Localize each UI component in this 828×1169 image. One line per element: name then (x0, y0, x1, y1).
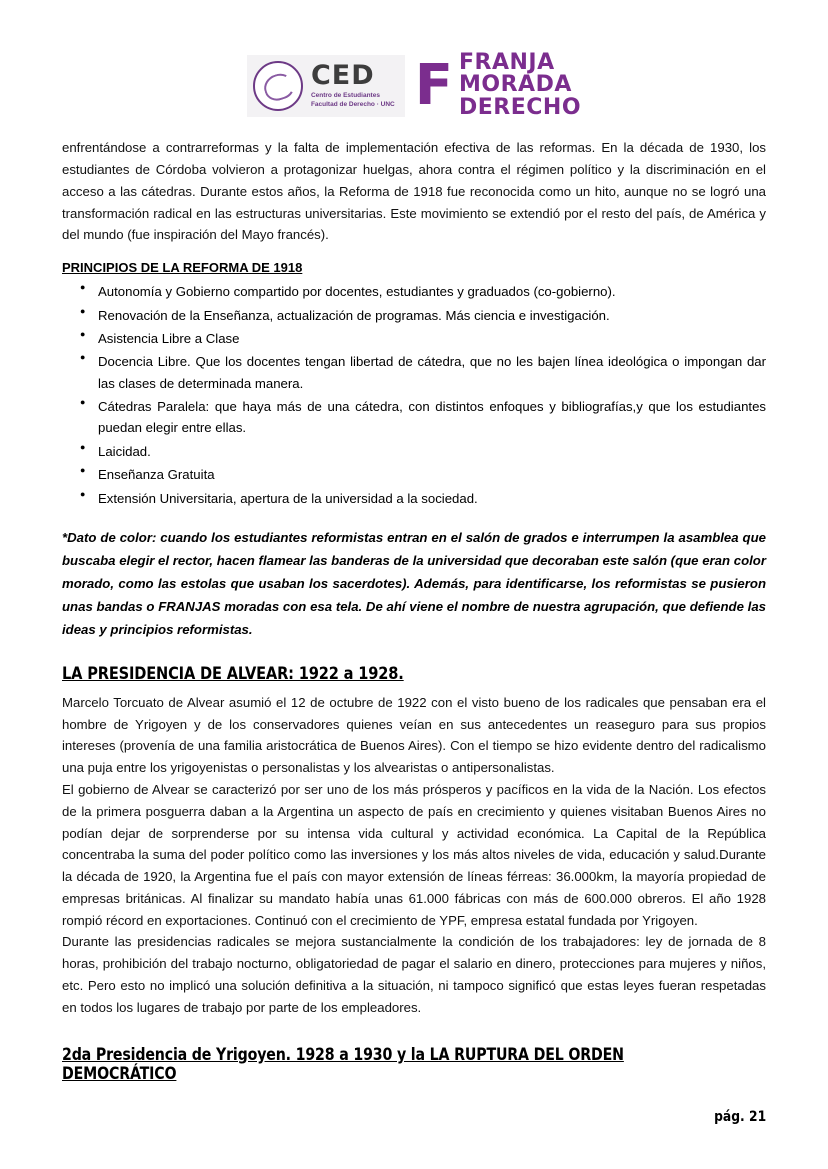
ced-subtitle (311, 92, 395, 110)
franja-logo-text (459, 52, 581, 119)
ced-logo-text (310, 59, 395, 110)
franja-morada-logo (415, 52, 581, 119)
list-item: ● Extensión Universitaria, apertura de la universidad a la sociedad. (96, 488, 766, 509)
list-item: ● Cátedras Paralela: que haya más de una cátedra, con distintos enfoques y bibliografías,y que los estudiantes puedan elegir entre ellas. (96, 396, 766, 439)
franja-word-2: MORADA (459, 72, 572, 98)
franja-f-letter-icon: F (414, 52, 452, 118)
list-item: ● Docencia Libre. Que los docentes tengan libertad de cátedra, que no les bajen línea ideológica o impongan dar las clases de determinada manera. (96, 351, 766, 394)
ced-subtitle-line2: Facultad de Derecho · UNC (310, 100, 395, 108)
list-item: ● Asistencia Libre a Clase (96, 328, 766, 349)
yrigoyen-section-heading: 2da Presidencia de Yrigoyen. 1928 a 1930 y la LA RUPTURA DEL ORDEN DEMOCRÁTICO (62, 1044, 624, 1083)
alvear-section-heading: LA PRESIDENCIA DE ALVEAR: 1922 a 1928. (62, 663, 404, 684)
alvear-paragraph-2: El gobierno de Alvear se caracterizó por ser uno de los más prósperos y pacíficos en la vida de la Nación. Los efectos de la primera posguerra daban a la Argentina un aspecto de país en crecimiento y quienes visitaban Buenos Aires no podían dejar de sorprenderse por su intensa vida cultural y actividad económica. La Capital de la República concentraba la suma del poder político como las inversiones y los más altos niveles de vida, educación y salud.Durante la década de 1920, la Argentina fue el país con mayor extensión de líneas férreas: 36.000km, la mayoría propiedad de empresas británicas. Al finalizar su mandato había unas 61.000 fábricas con más de 600.000 obreros. El año 1928 rompió récord en exportaciones. Continuó con el crecimiento de YPF, empresa estatal fundada por Yrigoyen. (62, 781, 766, 928)
franja-word-3: DERECHO (459, 94, 582, 120)
list-item: ● Autonomía y Gobierno compartido por docentes, estudiantes y graduados (co-gobierno). (96, 281, 766, 302)
page-number: pág. 21 (713, 1109, 766, 1125)
alvear-paragraph-3: Durante las presidencias radicales se mejora sustancialmente la condición de los trabajadores: ley de jornada de 8 horas, prohibición del trabajo nocturno, obligatoriedad de pagar el salario en dinero, protecciones para mujeres y niños, etc. Pero esto no implicó una solución definitiva a la situación, ni tampoco significó que estas leyes fueran respetadas en todos los lugares de trabajo por parte de los empleadores. (62, 934, 766, 1015)
list-item: ● Renovación de la Enseñanza, actualización de programas. Más ciencia e investigación. (96, 305, 766, 326)
list-item: ● Enseñanza Gratuita (96, 464, 766, 485)
alvear-paragraph-1: Marcelo Torcuato de Alvear asumió el 12 de octubre de 1922 con el visto bueno de los radicales que pensaban era el hombre de Yrigoyen y de los conservadores quienes veían en sus antecedentes un reaseguro para sus propios intereses (provenía de una familia aristocrática de Buenos Aires). Con el tiempo se hizo evidente dentro del radicalismo una puja entre los yrigoyenistas o personalistas y los alvearistas o antipersonalistas. (62, 694, 766, 776)
principles-heading: PRINCIPIOS DE LA REFORMA DE 1918 (62, 260, 303, 276)
principles-list (62, 281, 766, 509)
ced-title: CED (310, 59, 375, 91)
ced-circle-logo-icon (253, 61, 303, 111)
franja-word-1: FRANJA (459, 50, 555, 75)
document-header (62, 52, 766, 119)
intro-paragraph: enfrentándose a contrarreformas y la falta de implementación efectiva de las reformas. En la década de 1930, los estudiantes de Córdoba volvieron a protagonizar huelgas, ahora contra el régimen político y la discriminación en el acceso a las cátedras. Durante estos años, la Reforma de 1918 fue reconocida como un hito, aunque no se logró una transformación radical en las estructuras universitarias. Este movimiento se extendió por el resto del país, de América y del mundo (fue inspiración del Mayo francés). (62, 140, 766, 243)
list-item: ● Laicidad. (96, 441, 766, 462)
ced-logo (247, 55, 405, 117)
ced-subtitle-line1: Centro de Estudiantes (310, 91, 380, 99)
color-note-paragraph: *Dato de color: cuando los estudiantes reformistas entran en el salón de grados e interrumpen la asamblea que buscaba elegir el rector, hacen flamear las banderas de la universidad que decoraban este salón (que eran color morado, como las estolas que usaban los sacerdotes). Además, para identificarse, los reformistas se pusieron unas bandas o FRANJAS moradas con esa tela. De ahí viene el nombre de nuestra agrupación, que defiende las ideas y principios reformistas. (62, 529, 766, 637)
